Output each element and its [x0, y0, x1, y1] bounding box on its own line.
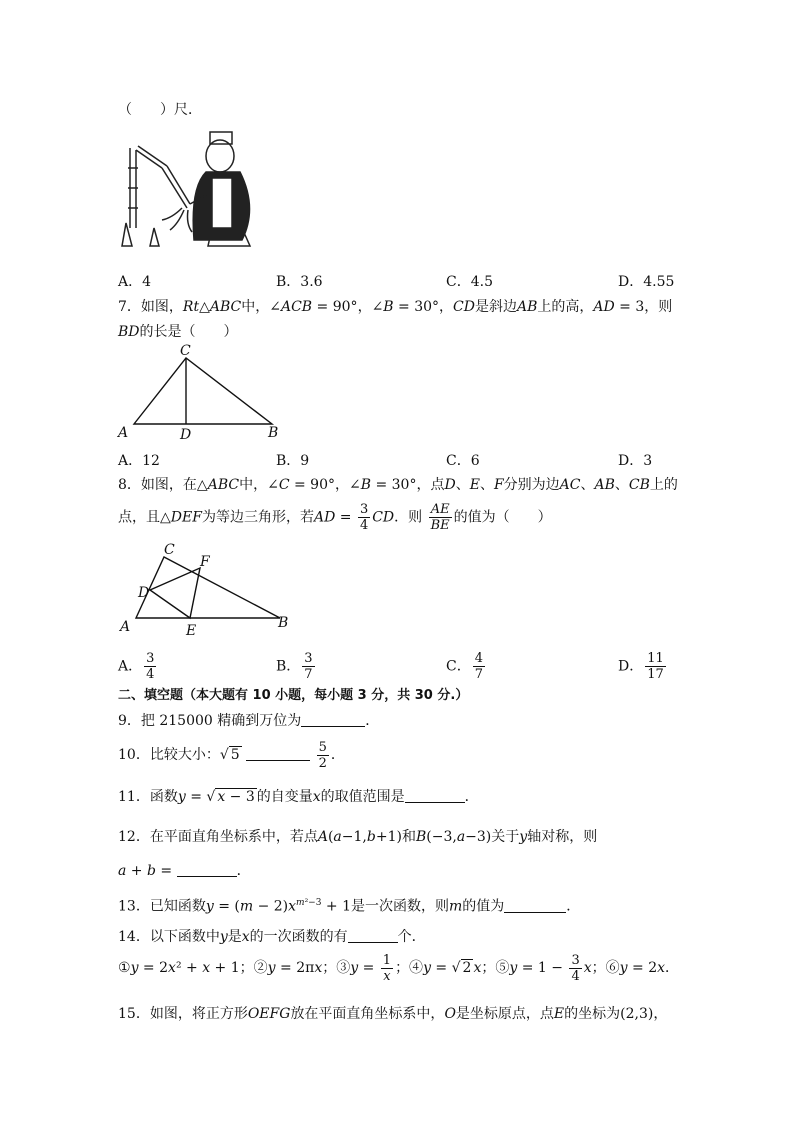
q6-tail: （ ）尺． [118, 102, 202, 118]
q8-label-e: E [186, 623, 197, 639]
q14-line2: ①y = 2x² + x + 1；②y = 2πx；③y = $\frac{1}{x}$ ；④y = √ 2 x；⑤y = 1 − $\frac{3}{4}$ x；⑥y = 2x． [118, 952, 680, 984]
q8-label-c: C [164, 542, 175, 558]
q12-line1: 12．在平面直角坐标系中，若点A(a−1,b+1)和B(−3,a−3)关于y轴对称，则 [118, 829, 598, 845]
q8-option-a[interactable]: A． $\frac{3}{4}$ [118, 651, 155, 682]
q8-line2: 点，且△DEF为等边三角形，若AD = $\frac{3}{4}$ CD．则 $\frac{AE}{BE}$ 的值为（ ） [118, 502, 552, 533]
q8-triangle-figure [112, 540, 302, 642]
q14-blank[interactable] [348, 928, 398, 943]
q9: 9．把 215000 精确到万位为 ． [118, 713, 380, 729]
q9-blank[interactable] [301, 712, 365, 727]
q12-line2: a + b = ． [118, 863, 251, 879]
q11-blank[interactable] [405, 788, 465, 803]
q8-options [118, 645, 678, 681]
q6-option-a[interactable]: A．4 [118, 274, 152, 290]
q8-option-c[interactable]: C． $\frac{4}{7}$ [446, 651, 483, 682]
q8-option-b[interactable]: B． $\frac{3}{7}$ [276, 651, 313, 682]
q6-options [118, 271, 678, 291]
q6-option-d[interactable]: D．4.55 [618, 274, 675, 290]
q7-option-d[interactable]: D．3 [618, 453, 653, 469]
section2-heading: 二、填空题（本大题有 10 小题，每小题 3 分，共 30 分.） [118, 688, 469, 703]
q8-label-b: B [278, 615, 289, 631]
q8-option-d[interactable]: D． $\frac{11}{17}$ [618, 651, 664, 682]
q8-label-f: F [200, 554, 210, 570]
q6-illustration [112, 128, 262, 253]
q8-label-d: D [138, 585, 150, 601]
q13-blank[interactable] [504, 898, 566, 913]
q13: 13．已知函数$y = (m - 2)x^{m^2-3} + 1$是一次函数，则m的值为 ． [118, 898, 581, 915]
q15: 15．如图，将正方形OEFG放在平面直角坐标系中，O是坐标原点，点E的坐标为(2,3)， [118, 1006, 668, 1022]
q12-blank[interactable] [177, 862, 237, 877]
q7-label-d: D [180, 427, 192, 442]
q14-line1: 14．以下函数中y是x的一次函数的有 个． [118, 929, 426, 945]
q7-options [118, 450, 678, 470]
q7-line2: BD的长是（ ） [118, 324, 238, 340]
q11: 11．函数y = √ x − 3 的自变量x的取值范围是 ． [118, 789, 479, 805]
q7-option-b[interactable]: B．9 [276, 453, 310, 469]
q10: 10．比较大小：√ 5 $\frac{5}{2}$ ． [118, 739, 345, 771]
q7-label-b: B [268, 425, 279, 441]
q7-line1: 7．如图，Rt△ABC中，∠ACB = 90°，∠B = 30°，CD是斜边AB上的高，AD = 3，则 [118, 299, 673, 315]
q7-triangle-figure [112, 340, 292, 442]
q7-label-a: A [118, 425, 129, 441]
q6-option-b[interactable]: B．3.6 [276, 274, 323, 290]
q6-option-c[interactable]: C．4.5 [446, 274, 493, 290]
q10-blank[interactable] [246, 746, 310, 761]
q7-option-c[interactable]: C．6 [446, 453, 480, 469]
q8-label-a: A [120, 619, 131, 635]
q7-option-a[interactable]: A．12 [118, 453, 160, 469]
q7-label-c: C [180, 343, 191, 359]
q8-line1: 8．如图，在△ABC中，∠C = 90°，∠B = 30°，点D、E、F分别为边AC、AB、CB上的 [118, 477, 678, 493]
